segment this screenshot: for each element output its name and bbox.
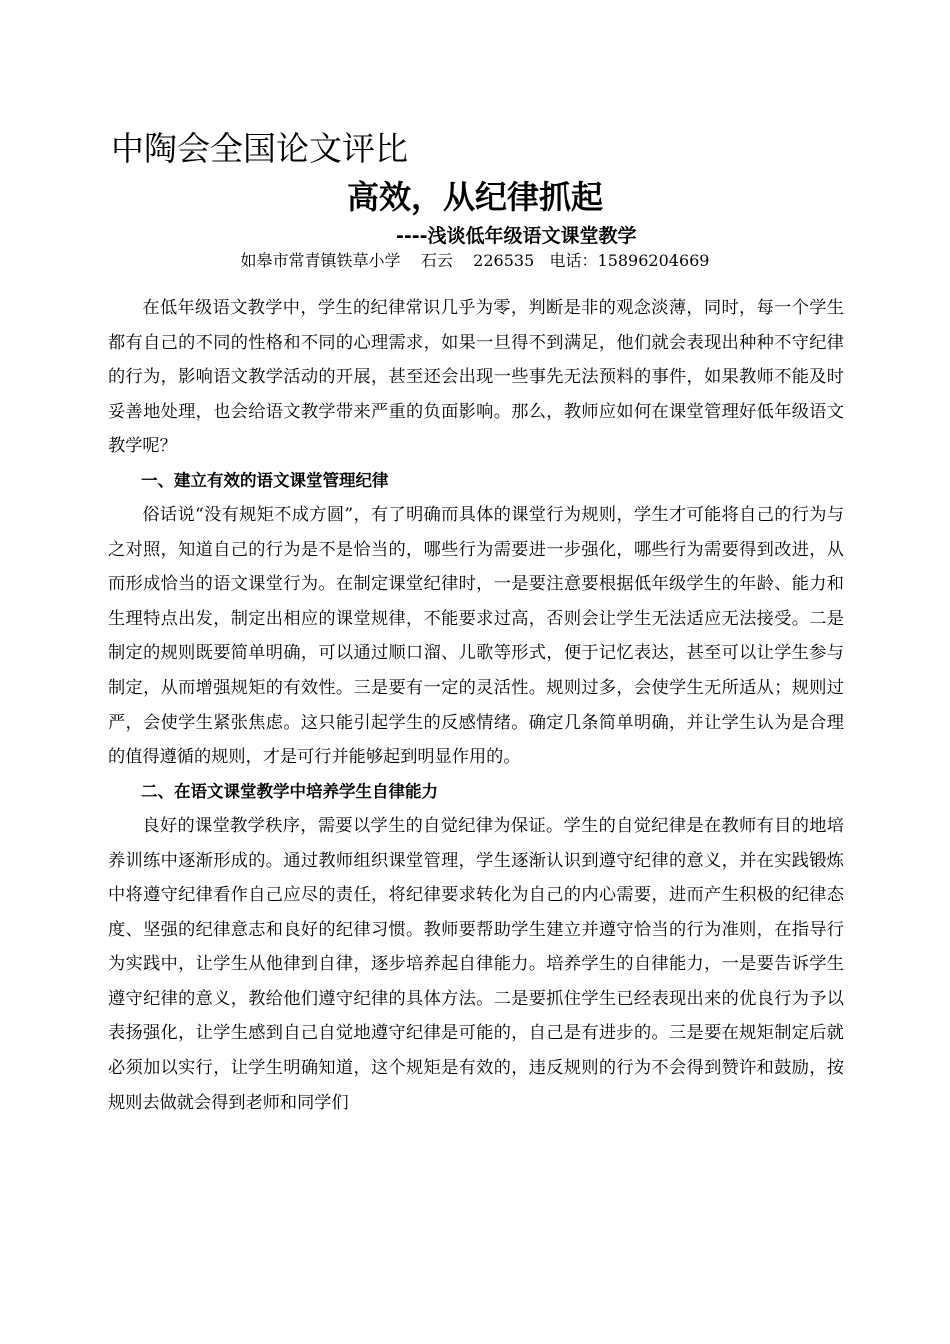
competition-header: 中陶会全国论文评比 — [111, 129, 408, 168]
article-title: 高效，从纪律抓起 — [346, 178, 603, 216]
article-body — [108, 291, 844, 1120]
article-subtitle: ----浅谈低年级语文课堂教学 — [396, 225, 637, 247]
section-heading-2: 二、在语文课堂教学中培养学生自律能力 — [141, 781, 438, 801]
section-paragraph-1: 俗话说“没有规矩不成方圆”，有了明确而具体的课堂行为规则，学生才可能将自己的行为与之对照，知道自己的行为是不是恰当的，哪些行为需要进一步强化，哪些行为需要得到改进，从而形成恰当的语文课堂行为。在制定课堂纪律时，一是要注意要根据低年级学生的年龄、能力和生理特点出发，制定出相应的课堂规律，不能要求过高，否则会让学生无法适应无法接受。二是制定的规则既要简单明确，可以通过顺口溜、儿歌等形式，便于记忆表达，甚至可以让学生参与制定，从而增强规矩的有效性。三是要有一定的灵活性。规则过多，会使学生无所适从；规则过严，会使学生紧张焦虑。这只能引起学生的反感情绪。确定几条简单明确，并让学生认为是合理的值得遵循的规则，才是可行并能够起到明显作用的。 — [108, 505, 844, 768]
section-paragraph-2: 良好的课堂教学秩序，需要以学生的自觉纪律为保证。学生的自觉纪律是在教师有目的地培养训练中逐渐形成的。通过教师组织课堂管理，学生逐渐认识到遵守纪律的意义，并在实践锻炼中将遵守纪律看作自己应尽的责任，将纪律要求转化为自己的内心需要，进而产生积极的纪律态度、坚强的纪律意志和良好的纪律习惯。教师要帮助学生建立并遵守恰当的行为准则，在指导行为实践中，让学生从他律到自律，逐步培养起自律能力。培养学生的自律能力，一是要告诉学生遵守纪律的意义，教给他们遵守纪律的具体方法。二是要抓住学生已经表现出来的优良行为予以表扬强化，让学生感到自己自觉地遵守纪律是可能的，自己是有进步的。三是要在规矩制定后就必须加以实行，让学生明确知道，这个规矩是有效的，违反规则的行为不会得到赞许和鼓励，按规则去做就会得到老师和同学们 — [108, 816, 844, 1113]
author-info: 如皋市常青镇铁草小学 石云 226535 电话：15896204669 — [240, 251, 710, 270]
section-heading-1: 一、建立有效的语文课堂管理纪律 — [141, 470, 389, 490]
intro-paragraph: 在低年级语文教学中，学生的纪律常识几乎为零，判断是非的观念淡薄，同时，每一个学生都有自己的不同的性格和不同的心理需求，如果一旦得不到满足，他们就会表现出种种不守纪律的行为，影响语文教学活动的开展，甚至还会出现一些事先无法预料的事件，如果教师不能及时妥善地处理，也会给语文教学带来严重的负面影响。那么，教师应如何在课堂管理好低年级语文教学呢？ — [108, 298, 844, 457]
